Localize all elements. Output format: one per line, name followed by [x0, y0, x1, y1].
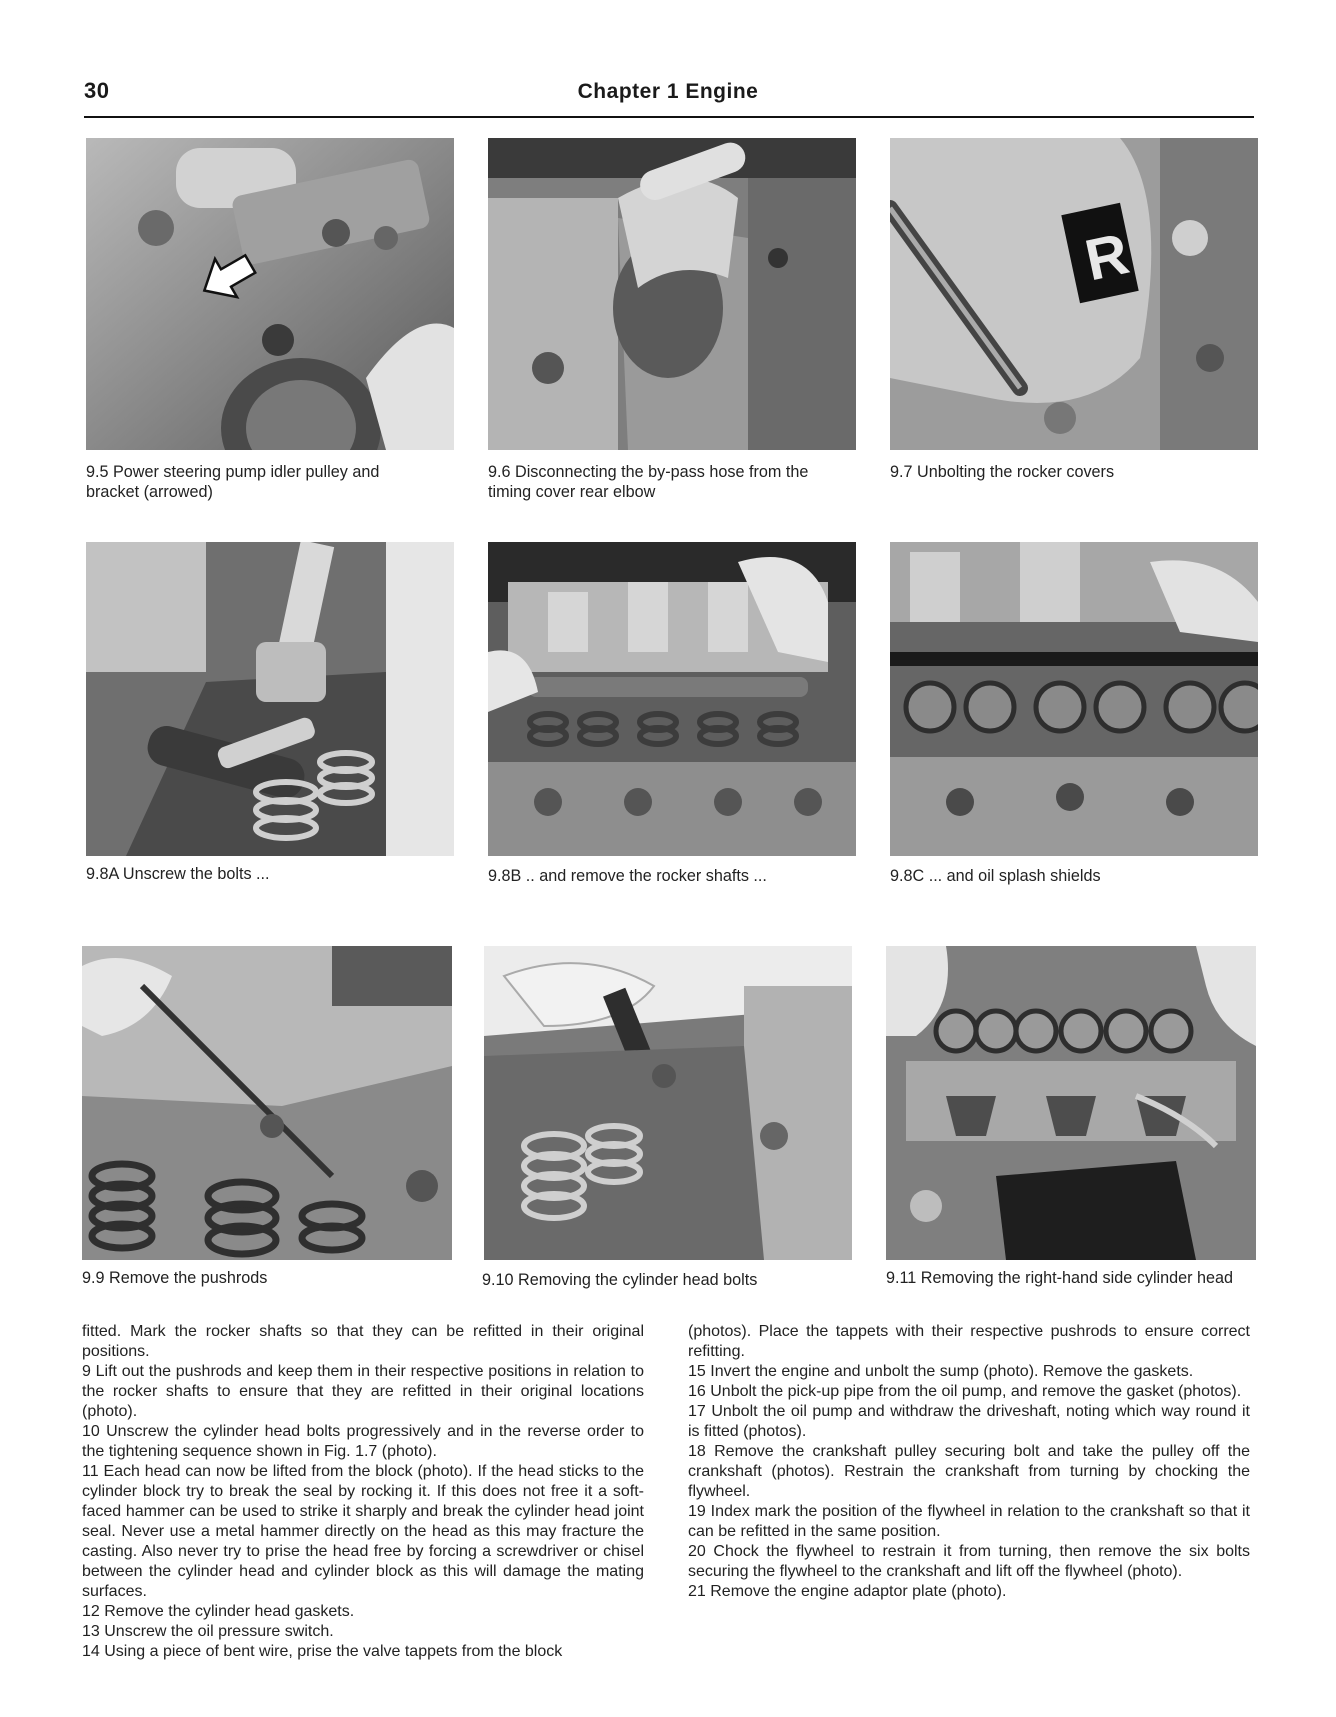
photo-9-10 — [484, 946, 852, 1260]
paragraph: 10 Unscrew the cylinder head bolts progressively and in the reverse order to the tightening sequence shown in Fig. 1.7 (photo). — [82, 1423, 644, 1460]
caption-9-9: 9.9 Remove the pushrods — [82, 1269, 268, 1287]
caption-9-7: 9.7 Unbolting the rocker covers — [890, 463, 1115, 481]
photo-9-8b — [488, 542, 856, 856]
paragraph: 15 Invert the engine and unbolt the sump (photo). Remove the gaskets. — [688, 1363, 1194, 1380]
caption-9-8b: 9.8B .. and remove the rocker shafts ... — [488, 867, 767, 885]
caption-9-11: 9.11 Removing the right-hand side cylinder head — [886, 1269, 1234, 1287]
paragraph: 18 Remove the crankshaft pulley securing bolt and take the pulley off the crankshaft (photos). Restrain the crankshaft from turning by chocking the flywheel. — [688, 1443, 1250, 1500]
caption-9-10: 9.10 Removing the cylinder head bolts — [482, 1271, 758, 1289]
paragraph: 14 Using a piece of bent wire, prise the valve tappets from the block — [82, 1643, 563, 1660]
photo-9-11 — [886, 946, 1256, 1260]
photo-9-5 — [86, 138, 454, 450]
chapter-title: Chapter 1 Engine — [577, 80, 759, 103]
paragraph: 16 Unbolt the pick-up pipe from the oil pump, and remove the gasket (photos). — [688, 1383, 1242, 1400]
caption-9-5: 9.5 Power steering pump idler pulley and bracket (arrowed) — [86, 463, 380, 501]
photo-9-8c — [890, 542, 1258, 856]
photo-9-8a — [86, 542, 454, 856]
caption-9-8a: 9.8A Unscrew the bolts ... — [86, 865, 270, 883]
page-number: 30 — [84, 78, 110, 103]
header-rule — [84, 116, 1254, 118]
paragraph: 20 Chock the flywheel to restrain it from turning, then remove the six bolts securing the flywheel to the crankshaft and lift off the flywheel (photo). — [688, 1543, 1250, 1580]
paragraph: (photos). Place the tappets with their respective pushrods to ensure correct refitting. — [688, 1323, 1250, 1360]
photo-9-6 — [488, 138, 856, 450]
svg-text:R: R — [1079, 220, 1135, 294]
paragraph: 9 Lift out the pushrods and keep them in their respective positions in relation to the rocker shafts to ensure that they are refitted in their original locations (photo). — [82, 1363, 644, 1420]
caption-9-6: 9.6 Disconnecting the by-pass hose from the timing cover rear elbow — [488, 463, 809, 501]
photo-9-9 — [82, 946, 452, 1260]
body-left-column — [82, 1322, 644, 1662]
paragraph: 11 Each head can now be lifted from the block (photo). If the head sticks to the cylinder block try to break the seal by rocking it. If this does not free it a soft-faced hammer can be used to strike it sharply and break the cylinder head joint seal. Never use a metal hammer directly on the head as this may fracture the casting. Also never try to prise the head free by forcing a screwdriver or chisel between the cylinder head and cylinder block as this will damage the mating surfaces. — [82, 1463, 644, 1600]
photo-9-7 — [890, 138, 1258, 450]
paragraph: 12 Remove the cylinder head gaskets. — [82, 1603, 355, 1620]
caption-9-8c: 9.8C ... and oil splash shields — [890, 867, 1101, 885]
paragraph: 17 Unbolt the oil pump and withdraw the driveshaft, noting which way round it is fitted (photos). — [688, 1403, 1250, 1440]
paragraph: fitted. Mark the rocker shafts so that they can be refitted in their original positions. — [82, 1323, 644, 1360]
paragraph: 21 Remove the engine adaptor plate (photo). — [688, 1583, 1007, 1600]
paragraph: 19 Index mark the position of the flywheel in relation to the crankshaft so that it can be refitted in the same position. — [688, 1503, 1250, 1540]
body-right-column — [688, 1322, 1250, 1602]
paragraph: 13 Unscrew the oil pressure switch. — [82, 1623, 334, 1640]
